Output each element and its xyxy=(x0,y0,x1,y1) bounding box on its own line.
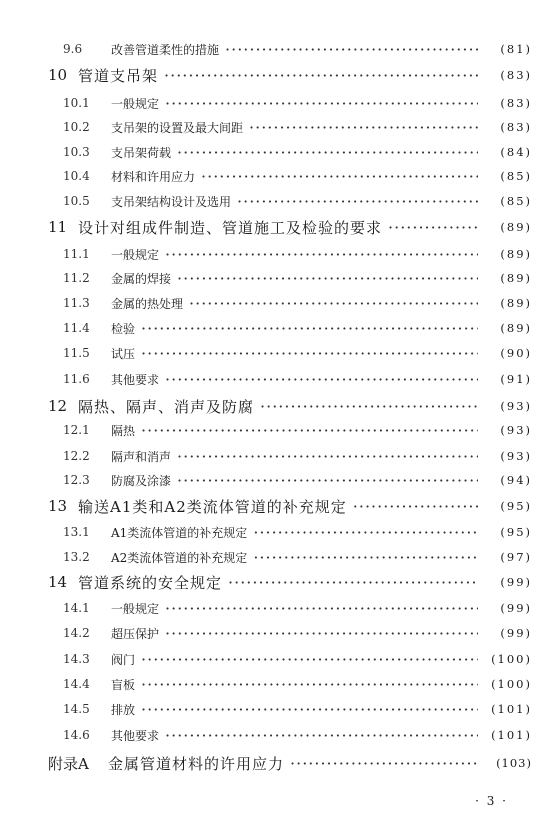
toc-entry-title: 材料和许用应力 xyxy=(111,169,196,184)
toc-entry-page: (103) xyxy=(496,756,532,770)
toc-entry-number: 14.2 xyxy=(63,626,90,640)
toc-entry-number: 11.1 xyxy=(63,247,90,261)
toc-entry-number: 14.1 xyxy=(63,601,90,615)
dot-leader xyxy=(237,192,478,211)
toc-entry-number: 12.1 xyxy=(63,423,90,437)
toc-section-entry[interactable] xyxy=(0,190,552,212)
toc-section-entry[interactable] xyxy=(0,724,552,746)
toc-entry-page: (101) xyxy=(491,702,532,716)
dot-leader xyxy=(165,94,478,113)
toc-entry-page: (93) xyxy=(500,399,532,413)
toc-entry-number: 13.2 xyxy=(63,550,90,564)
toc-entry-title: 管道系统的安全规定 xyxy=(78,573,223,592)
toc-entry-title: 超压保护 xyxy=(111,626,160,641)
toc-entry-number: 12.2 xyxy=(63,449,90,463)
toc-chapter-entry[interactable] xyxy=(0,571,552,593)
toc-entry-title: 其他要求 xyxy=(111,728,160,743)
toc-entry-page: (101) xyxy=(491,728,532,742)
toc-entry-title: A1类流体管道的补充规定 xyxy=(111,525,248,540)
toc-section-entry[interactable] xyxy=(0,38,552,60)
dot-leader xyxy=(141,700,478,719)
toc-entry-page: (84) xyxy=(500,145,532,159)
toc-entry-page: (93) xyxy=(500,423,532,437)
toc-section-entry[interactable] xyxy=(0,445,552,467)
toc-entry-number: 11 xyxy=(48,218,68,236)
dot-leader xyxy=(177,447,478,466)
toc-section-entry[interactable] xyxy=(0,317,552,339)
toc-entry-title: 其他要求 xyxy=(111,372,160,387)
toc-entry-number: 14.3 xyxy=(63,652,90,666)
toc-section-entry[interactable] xyxy=(0,597,552,619)
dot-leader xyxy=(141,319,478,338)
dot-leader xyxy=(388,218,478,237)
toc-entry-page: (90) xyxy=(500,346,532,360)
toc-entry-number: 10.5 xyxy=(63,194,90,208)
toc-entry-page: (97) xyxy=(500,550,532,564)
dot-leader xyxy=(165,726,478,745)
toc-entry-page: (94) xyxy=(500,473,532,487)
toc-entry-number: 14.4 xyxy=(63,677,90,691)
toc-entry-number: 11.6 xyxy=(63,372,90,386)
dot-leader xyxy=(290,754,478,773)
toc-section-entry[interactable] xyxy=(0,469,552,491)
toc-section-entry[interactable] xyxy=(0,419,552,441)
toc-entry-page: (89) xyxy=(500,220,532,234)
toc-section-entry[interactable] xyxy=(0,648,552,670)
dot-leader xyxy=(165,599,478,618)
toc-entry-page: (83) xyxy=(500,96,532,110)
dot-leader xyxy=(201,167,478,186)
toc-entry-page: (85) xyxy=(500,194,532,208)
toc-entry-title: 设计对组成件制造、管道施工及检验的要求 xyxy=(78,218,383,237)
toc-entry-number: 11.5 xyxy=(63,346,90,360)
toc-entry-number: 14 xyxy=(48,573,68,591)
toc-entry-title: 防腐及涂漆 xyxy=(111,473,172,488)
dot-leader xyxy=(165,624,478,643)
toc-entry-page: (99) xyxy=(500,626,532,640)
toc-entry-page: (95) xyxy=(500,525,532,539)
toc-entry-number: 14.6 xyxy=(63,728,90,742)
dot-leader xyxy=(225,40,478,59)
dot-leader xyxy=(141,650,478,669)
dot-leader xyxy=(253,548,478,567)
toc-section-entry[interactable] xyxy=(0,267,552,289)
toc-entry-title: 金属的热处理 xyxy=(111,296,184,311)
toc-section-entry[interactable] xyxy=(0,342,552,364)
toc-entry-title: 支吊架的设置及最大间距 xyxy=(111,120,244,135)
toc-entry-page: (81) xyxy=(500,42,532,56)
toc-entry-page: (100) xyxy=(491,677,532,691)
toc-entry-title: 金属管道材料的许用应力 xyxy=(108,754,285,773)
dot-leader xyxy=(189,294,478,313)
toc-entry-number: 10.3 xyxy=(63,145,90,159)
toc-entry-title: 支吊架荷载 xyxy=(111,145,172,160)
toc-entry-number: 9.6 xyxy=(63,42,83,56)
toc-entry-page: (83) xyxy=(500,68,532,82)
toc-section-entry[interactable] xyxy=(0,673,552,695)
dot-leader xyxy=(260,397,478,416)
toc-entry-title: 金属的焊接 xyxy=(111,271,172,286)
dot-leader xyxy=(353,497,478,516)
toc-entry-page: (89) xyxy=(500,247,532,261)
toc-entry-title: 隔声和消声 xyxy=(111,449,172,464)
toc-entry-page: (85) xyxy=(500,169,532,183)
toc-section-entry[interactable] xyxy=(0,368,552,390)
toc-entry-page: (91) xyxy=(500,372,532,386)
toc-entry-title: 一般规定 xyxy=(111,247,160,262)
toc-entry-title: 管道支吊架 xyxy=(78,66,159,85)
toc-entry-number: 11.3 xyxy=(63,296,90,310)
toc-section-entry[interactable] xyxy=(0,521,552,543)
dot-leader xyxy=(141,421,478,440)
toc-chapter-entry[interactable] xyxy=(0,395,552,417)
toc-entry-page: (89) xyxy=(500,321,532,335)
dot-leader xyxy=(249,118,478,137)
toc-section-entry[interactable] xyxy=(0,698,552,720)
toc-entry-title: 一般规定 xyxy=(111,601,160,616)
toc-entry-title: 阀门 xyxy=(111,652,136,667)
dot-leader xyxy=(141,344,478,363)
toc-chapter-entry[interactable] xyxy=(0,495,552,517)
toc-chapter-entry[interactable] xyxy=(0,64,552,86)
toc-entry-number: 13.1 xyxy=(63,525,90,539)
toc-entry-page: (93) xyxy=(500,449,532,463)
toc-entry-number: 附录A xyxy=(48,754,89,773)
toc-section-entry[interactable] xyxy=(0,546,552,568)
toc-entry-number: 12.3 xyxy=(63,473,90,487)
toc-entry-title: 排放 xyxy=(111,702,136,717)
toc-entry-number: 11.4 xyxy=(63,321,90,335)
toc-entry-number: 14.5 xyxy=(63,702,90,716)
toc-entry-title: 一般规定 xyxy=(111,96,160,111)
toc-entry-page: (83) xyxy=(500,120,532,134)
toc-entry-title: 改善管道柔性的措施 xyxy=(111,42,220,57)
toc-section-entry[interactable] xyxy=(0,116,552,138)
dot-leader xyxy=(165,245,478,264)
toc-entry-title: 输送A1类和A2类流体管道的补充规定 xyxy=(78,497,347,516)
toc-entry-title: 盲板 xyxy=(111,677,136,692)
dot-leader xyxy=(164,66,478,85)
toc-entry-title: 试压 xyxy=(111,346,136,361)
toc-entry-number: 13 xyxy=(48,497,68,515)
toc-section-entry[interactable] xyxy=(0,243,552,265)
toc-section-entry[interactable] xyxy=(0,292,552,314)
toc-section-entry[interactable] xyxy=(0,141,552,163)
toc-entry-page: (89) xyxy=(500,296,532,310)
dot-leader xyxy=(165,370,478,389)
dot-leader xyxy=(228,573,478,592)
toc-entry-number: 12 xyxy=(48,397,68,415)
toc-section-entry[interactable] xyxy=(0,622,552,644)
dot-leader xyxy=(177,143,478,162)
toc-entry-page: (100) xyxy=(491,652,532,666)
toc-entry-page: (95) xyxy=(500,499,532,513)
toc-entry-title: 检验 xyxy=(111,321,136,336)
toc-chapter-entry[interactable] xyxy=(0,216,552,238)
dot-leader xyxy=(177,269,478,288)
dot-leader xyxy=(253,523,478,542)
toc-entry-page: (89) xyxy=(500,271,532,285)
toc-entry-title: 隔热 xyxy=(111,423,136,438)
dot-leader xyxy=(141,675,478,694)
toc-entry-number: 10.4 xyxy=(63,169,90,183)
toc-section-entry[interactable] xyxy=(0,165,552,187)
dot-leader xyxy=(177,471,478,490)
toc-entry-title: 支吊架结构设计及选用 xyxy=(111,194,232,209)
toc-entry-number: 10.2 xyxy=(63,120,90,134)
toc-entry-page: (99) xyxy=(500,575,532,589)
page-number-footer: · 3 · xyxy=(475,794,508,808)
toc-section-entry[interactable] xyxy=(0,92,552,114)
toc-entry-number: 10 xyxy=(48,66,68,84)
toc-entry-title: A2类流体管道的补充规定 xyxy=(111,550,248,565)
toc-appendix-entry[interactable] xyxy=(0,752,552,774)
toc-entry-number: 11.2 xyxy=(63,271,90,285)
toc-entry-title: 隔热、隔声、消声及防腐 xyxy=(78,397,255,416)
toc-entry-page: (99) xyxy=(500,601,532,615)
toc-entry-number: 10.1 xyxy=(63,96,90,110)
